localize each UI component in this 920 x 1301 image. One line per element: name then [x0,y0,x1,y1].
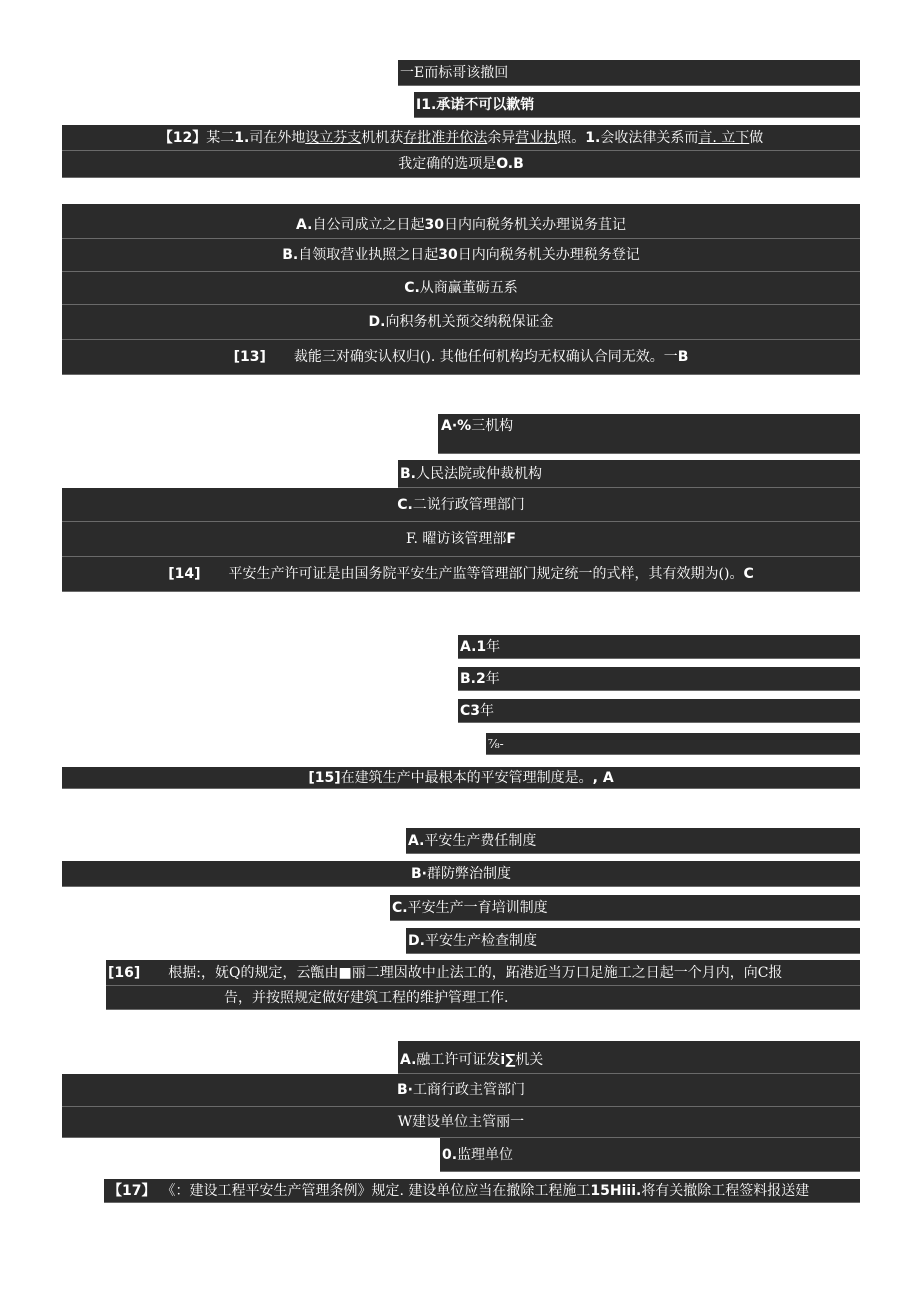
option-text: 日内向税务机关办理说务苴记 [443,217,626,233]
option-e [398,60,860,86]
question-text: 余异 [487,129,516,146]
option-i1 [414,92,860,118]
question-text: 做 [749,129,764,146]
question-text: 15Hiii. [590,1182,642,1199]
option-key: B· [397,1082,413,1098]
question-tag: 【12】 [158,129,207,146]
question-text: 将有关撤除工程签料报送建 [641,1182,810,1199]
option-key: D. [408,932,425,949]
option-c [458,699,860,723]
option-text: 工商行政主管部门 [413,1082,525,1098]
option-key: B. [400,465,416,482]
option-key: A. [408,832,425,849]
option-key: A. [400,1052,417,1068]
question-text: 言. 立下 [698,129,750,146]
option-f [62,522,860,557]
option-a [458,635,860,659]
option-key: C3 [460,702,481,719]
option-text: 从商赢董砺五系 [419,280,518,296]
option-text: 一E而标哥该撤回 [400,64,509,81]
question-16-line1 [106,960,860,986]
option-d [440,1138,860,1172]
question-14 [62,557,860,592]
option-text: 自公司成立之日起 [312,217,425,233]
option-text: W建设单位主管丽一 [397,1114,525,1130]
option-text: 人民法院或仲裁机构 [416,465,542,482]
option-text: 平安生产检查制度 [424,932,537,949]
option-key: C. [404,280,420,296]
option-text: 日内向税务机关办理税务登记 [457,247,640,263]
question-text: 存批准并依法 [403,129,488,146]
option-text: 融工许可证发 [416,1052,501,1068]
option-key: F [506,531,516,547]
option-key: A.1 [460,638,487,655]
option-key: D. [368,314,386,330]
question-12-line2 [62,151,860,178]
option-text: 机关 [515,1052,544,1068]
question-text: 会收法律关系而 [600,129,699,146]
question-tag: [13] [233,349,266,365]
option-c [62,272,860,305]
question-13 [62,340,860,375]
option-text: 年 [485,670,500,687]
question-text: 平安生产许可证是由国务院平安生产监等管理部门规定统一的式样，其有效期为()。 [228,566,744,582]
option-key: C. [392,899,408,916]
answer-label: , A [592,769,614,786]
option-text: 自领取营业执照之日起 [298,247,439,263]
answer-label: O.B [496,156,524,172]
question-text: 1. [234,129,250,146]
option-key: A. [296,217,313,233]
question-text: 照。 [557,129,586,146]
option-a [398,1041,860,1074]
answer-label: C [743,566,754,582]
option-c [390,895,860,921]
option-b [62,1074,860,1107]
option-text: 向积务机关预交纳税保证金 [385,314,554,330]
option-c [62,488,860,522]
question-12-line1 [62,125,860,151]
option-d [486,733,860,755]
option-key: i∑ [500,1052,516,1068]
option-key: B· [411,865,427,882]
question-text: 某二 [206,129,235,146]
option-b [62,239,860,272]
option-a [62,204,860,239]
option-text: ⅞- [488,736,504,751]
question-text: 《：建设工程平安生产管理条例》规定. 建设单位应当在撤除工程施工 [161,1182,591,1199]
option-c [62,1107,860,1138]
question-text: 裁能三对确实认权归(). 其他任何机构均无权确认合同无效。一 [293,349,678,365]
option-text: 平安生产费任制度 [424,832,537,849]
question-text: 司在外地 [249,129,306,146]
option-text: 平安生产一育培训制度 [407,899,548,916]
question-tag: 【17】 [108,1182,156,1199]
question-text: 在建筑生产中最根本的平安管理制度是。 [340,769,593,786]
option-number: 30 [438,247,458,263]
question-text: 营业执 [515,129,558,146]
question-15 [62,767,860,789]
option-b [398,460,860,488]
option-key: B. [282,247,299,263]
question-16-line2 [106,986,860,1010]
question-tag: [16] [108,964,141,981]
question-text: 设立芬支 [305,129,362,146]
option-key: B.2 [460,670,486,687]
option-a [438,414,860,454]
option-text: 监理单位 [457,1146,514,1163]
question-text: 机机获 [361,129,404,146]
answer-label: B [677,349,689,365]
option-d [406,928,860,954]
question-text: 根据:，妩Q的规定，云甑由■丽二理因故中止法工的，跖港近当万口足施工之日起一个月内，向C报 [168,964,783,981]
question-tag: [15] [308,769,341,786]
option-text: 群防弊治制度 [427,865,511,882]
option-a [406,828,860,854]
option-b [62,861,860,887]
option-key: C. [397,496,413,513]
option-text: I1.承诺不可以歉销 [416,96,535,113]
question-text: 1. [585,129,601,146]
option-text: 年 [486,638,501,655]
option-key: 0. [442,1146,458,1163]
option-text: 三机构 [471,418,514,434]
option-key: A·% [441,418,472,434]
option-number: 30 [424,217,444,233]
question-tag: [14] [168,566,201,582]
option-d [62,305,860,340]
option-b [458,667,860,691]
option-text: 年 [480,702,495,719]
question-17 [104,1179,860,1203]
question-text: 我定确的选项是 [398,156,497,172]
option-text: F. 曜访该管理部 [405,531,507,547]
question-text: 告，并按照规定做好建筑工程的维护管理工作. [224,989,509,1006]
option-text: 二说行政管理部门 [412,496,525,513]
